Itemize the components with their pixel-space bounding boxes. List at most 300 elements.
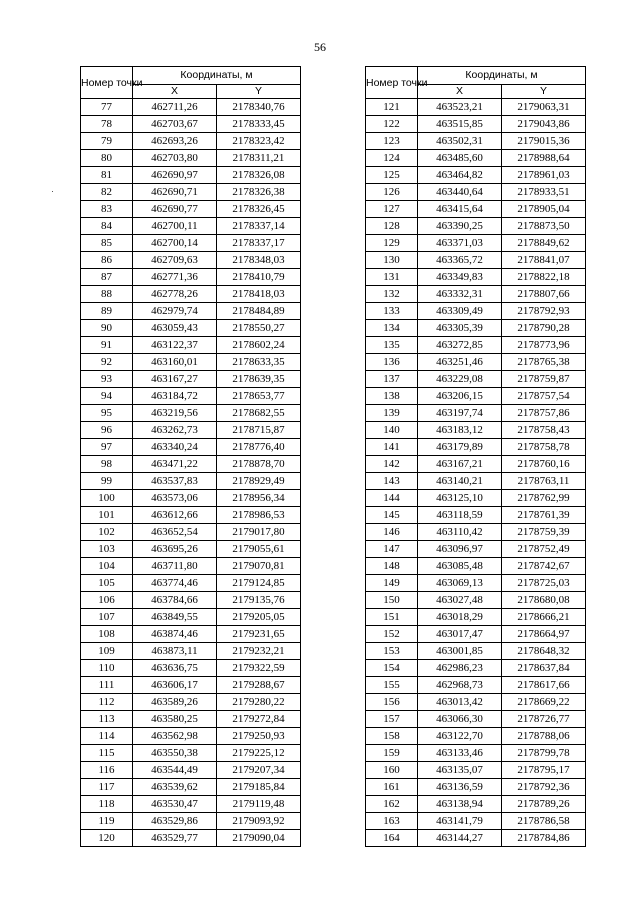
y-coordinate-cell: 2178873,50 — [502, 218, 586, 235]
y-coordinate-cell: 2178792,36 — [502, 779, 586, 796]
y-coordinate-cell: 2178786,58 — [502, 813, 586, 830]
x-coordinate-cell: 463059,43 — [133, 320, 217, 337]
point-number-cell: 129 — [366, 235, 418, 252]
table-row — [366, 711, 586, 728]
point-number-cell: 138 — [366, 388, 418, 405]
point-number-cell: 89 — [81, 303, 133, 320]
y-coordinate-cell: 2178669,22 — [502, 694, 586, 711]
table-row — [81, 524, 301, 541]
y-coordinate-cell: 2178759,87 — [502, 371, 586, 388]
x-coordinate-cell: 463471,22 — [133, 456, 217, 473]
point-number-cell: 157 — [366, 711, 418, 728]
point-number-cell: 95 — [81, 405, 133, 422]
table-row — [81, 269, 301, 286]
point-number-cell: 141 — [366, 439, 418, 456]
point-number-cell: 131 — [366, 269, 418, 286]
y-coordinate-cell: 2178807,66 — [502, 286, 586, 303]
table-row — [81, 320, 301, 337]
x-coordinate-cell: 463140,21 — [418, 473, 502, 490]
point-number-cell: 88 — [81, 286, 133, 303]
table-row — [366, 150, 586, 167]
table-row — [81, 167, 301, 184]
x-coordinate-cell: 463135,07 — [418, 762, 502, 779]
point-number-cell: 97 — [81, 439, 133, 456]
x-coordinate-cell: 463440,64 — [418, 184, 502, 201]
x-coordinate-cell: 463122,70 — [418, 728, 502, 745]
table-row — [366, 575, 586, 592]
point-number-cell: 108 — [81, 626, 133, 643]
x-coordinate-cell: 463184,72 — [133, 388, 217, 405]
table-row — [366, 286, 586, 303]
table-body-right — [366, 99, 586, 847]
point-number-cell: 152 — [366, 626, 418, 643]
point-number-cell: 163 — [366, 813, 418, 830]
point-number-cell: 83 — [81, 201, 133, 218]
y-coordinate-cell: 2178337,17 — [217, 235, 301, 252]
y-coordinate-cell: 2178956,34 — [217, 490, 301, 507]
y-coordinate-cell: 2179205,05 — [217, 609, 301, 626]
point-number-cell: 85 — [81, 235, 133, 252]
x-coordinate-cell: 462700,11 — [133, 218, 217, 235]
point-number-cell: 90 — [81, 320, 133, 337]
x-coordinate-cell: 463340,24 — [133, 439, 217, 456]
point-number-cell: 137 — [366, 371, 418, 388]
x-coordinate-cell: 463774,46 — [133, 575, 217, 592]
x-coordinate-cell: 463589,26 — [133, 694, 217, 711]
point-number-cell: 111 — [81, 677, 133, 694]
point-number-cell: 126 — [366, 184, 418, 201]
point-number-cell: 161 — [366, 779, 418, 796]
x-coordinate-cell: 463066,30 — [418, 711, 502, 728]
y-coordinate-cell: 2179232,21 — [217, 643, 301, 660]
table-row — [366, 779, 586, 796]
x-coordinate-cell: 463485,60 — [418, 150, 502, 167]
x-coordinate-cell: 462690,71 — [133, 184, 217, 201]
point-number-cell: 146 — [366, 524, 418, 541]
point-number-cell: 128 — [366, 218, 418, 235]
y-coordinate-cell: 2178326,45 — [217, 201, 301, 218]
y-coordinate-cell: 2179322,59 — [217, 660, 301, 677]
point-number-cell: 151 — [366, 609, 418, 626]
table-row — [366, 490, 586, 507]
table-row — [81, 711, 301, 728]
point-number-cell: 134 — [366, 320, 418, 337]
table-row — [81, 643, 301, 660]
y-coordinate-cell: 2179063,31 — [502, 99, 586, 116]
point-number-cell: 109 — [81, 643, 133, 660]
x-coordinate-cell: 463365,72 — [418, 252, 502, 269]
point-number-cell: 92 — [81, 354, 133, 371]
y-coordinate-cell: 2178822,18 — [502, 269, 586, 286]
point-number-cell: 120 — [81, 830, 133, 847]
y-coordinate-cell: 2178788,06 — [502, 728, 586, 745]
table-row — [366, 830, 586, 847]
table-row — [366, 337, 586, 354]
point-number-cell: 117 — [81, 779, 133, 796]
x-coordinate-cell: 462690,77 — [133, 201, 217, 218]
table-row — [81, 133, 301, 150]
y-coordinate-cell: 2178878,70 — [217, 456, 301, 473]
coordinates-table-left — [80, 66, 301, 847]
y-coordinate-cell: 2179272,84 — [217, 711, 301, 728]
y-coordinate-cell: 2178715,87 — [217, 422, 301, 439]
x-coordinate-cell: 463390,25 — [418, 218, 502, 235]
point-number-cell: 154 — [366, 660, 418, 677]
table-row — [81, 371, 301, 388]
table-row — [366, 133, 586, 150]
x-coordinate-cell: 463110,42 — [418, 524, 502, 541]
y-coordinate-cell: 2179185,84 — [217, 779, 301, 796]
table-row — [366, 252, 586, 269]
table-row — [366, 745, 586, 762]
y-coordinate-cell: 2178326,38 — [217, 184, 301, 201]
x-coordinate-cell: 463251,46 — [418, 354, 502, 371]
point-number-cell: 79 — [81, 133, 133, 150]
page-number: 56 — [314, 40, 326, 54]
x-coordinate-cell: 463138,94 — [418, 796, 502, 813]
point-number-cell: 122 — [366, 116, 418, 133]
table-row — [81, 626, 301, 643]
y-coordinate-cell: 2178311,21 — [217, 150, 301, 167]
x-coordinate-cell: 463332,31 — [418, 286, 502, 303]
y-coordinate-cell: 2178789,26 — [502, 796, 586, 813]
table-row — [366, 184, 586, 201]
table-row — [81, 116, 301, 133]
table-row — [81, 677, 301, 694]
point-number-cell: 124 — [366, 150, 418, 167]
x-coordinate-cell: 463183,12 — [418, 422, 502, 439]
x-coordinate-cell: 463544,49 — [133, 762, 217, 779]
table-row — [81, 456, 301, 473]
point-number-cell: 143 — [366, 473, 418, 490]
y-coordinate-cell: 2178550,27 — [217, 320, 301, 337]
y-coordinate-cell: 2178905,04 — [502, 201, 586, 218]
x-coordinate-cell: 463197,74 — [418, 405, 502, 422]
point-number-cell: 116 — [81, 762, 133, 779]
x-coordinate-cell: 462709,63 — [133, 252, 217, 269]
y-coordinate-cell: 2178988,64 — [502, 150, 586, 167]
table-row — [81, 388, 301, 405]
table-row — [81, 558, 301, 575]
x-coordinate-cell: 462690,97 — [133, 167, 217, 184]
x-coordinate-cell: 463160,01 — [133, 354, 217, 371]
table-row — [366, 728, 586, 745]
x-coordinate-cell: 463085,48 — [418, 558, 502, 575]
point-number-cell: 77 — [81, 99, 133, 116]
table-row — [81, 184, 301, 201]
x-coordinate-cell: 463523,21 — [418, 99, 502, 116]
y-coordinate-cell: 2178326,08 — [217, 167, 301, 184]
table-row — [366, 388, 586, 405]
table-row — [366, 626, 586, 643]
point-number-cell: 106 — [81, 592, 133, 609]
x-coordinate-cell: 463784,66 — [133, 592, 217, 609]
x-coordinate-cell: 462968,73 — [418, 677, 502, 694]
table-row — [81, 422, 301, 439]
point-number-cell: 96 — [81, 422, 133, 439]
y-coordinate-cell: 2178773,96 — [502, 337, 586, 354]
y-coordinate-cell: 2178648,32 — [502, 643, 586, 660]
x-coordinate-cell: 463874,46 — [133, 626, 217, 643]
x-coordinate-cell: 462771,36 — [133, 269, 217, 286]
table-row — [81, 201, 301, 218]
point-number-header: Номер точки — [81, 67, 133, 99]
stray-mark — [52, 191, 53, 192]
table-row — [81, 541, 301, 558]
x-coordinate-cell: 463206,15 — [418, 388, 502, 405]
point-number-cell: 135 — [366, 337, 418, 354]
x-coordinate-cell: 463849,55 — [133, 609, 217, 626]
point-number-cell: 94 — [81, 388, 133, 405]
y-coordinate-cell: 2178758,78 — [502, 439, 586, 456]
y-coordinate-cell: 2178633,35 — [217, 354, 301, 371]
y-coordinate-cell: 2178664,97 — [502, 626, 586, 643]
x-coordinate-cell: 463125,10 — [418, 490, 502, 507]
x-coordinate-cell: 463873,11 — [133, 643, 217, 660]
y-coordinate-cell: 2178418,03 — [217, 286, 301, 303]
point-number-cell: 162 — [366, 796, 418, 813]
point-number-cell: 118 — [81, 796, 133, 813]
x-coordinate-cell: 463144,27 — [418, 830, 502, 847]
y-coordinate-cell: 2178799,78 — [502, 745, 586, 762]
point-number-cell: 102 — [81, 524, 133, 541]
point-number-cell: 114 — [81, 728, 133, 745]
y-coordinate-cell: 2178742,67 — [502, 558, 586, 575]
point-number-cell: 127 — [366, 201, 418, 218]
y-coordinate-cell: 2179225,12 — [217, 745, 301, 762]
table-row — [81, 337, 301, 354]
table-row — [366, 167, 586, 184]
table-row — [81, 609, 301, 626]
y-coordinate-cell: 2178666,21 — [502, 609, 586, 626]
table-row — [366, 269, 586, 286]
y-coordinate-cell: 2178763,11 — [502, 473, 586, 490]
point-number-cell: 115 — [81, 745, 133, 762]
y-coordinate-cell: 2178725,03 — [502, 575, 586, 592]
x-coordinate-cell: 462979,74 — [133, 303, 217, 320]
y-coordinate-cell: 2178758,43 — [502, 422, 586, 439]
x-coordinate-cell: 463069,13 — [418, 575, 502, 592]
point-number-cell: 150 — [366, 592, 418, 609]
y-coordinate-cell: 2178726,77 — [502, 711, 586, 728]
y-coordinate-cell: 2178762,99 — [502, 490, 586, 507]
point-number-cell: 101 — [81, 507, 133, 524]
table-body-left — [81, 99, 301, 847]
point-number-cell: 98 — [81, 456, 133, 473]
table-row — [366, 796, 586, 813]
y-coordinate-cell: 2178849,62 — [502, 235, 586, 252]
y-coordinate-cell: 2178653,77 — [217, 388, 301, 405]
point-number-cell: 149 — [366, 575, 418, 592]
x-coordinate-cell: 463550,38 — [133, 745, 217, 762]
table-row — [81, 592, 301, 609]
y-coordinate-cell: 2178752,49 — [502, 541, 586, 558]
x-coordinate-cell: 463136,59 — [418, 779, 502, 796]
y-coordinate-cell: 2178841,07 — [502, 252, 586, 269]
point-number-cell: 123 — [366, 133, 418, 150]
y-coordinate-cell: 2178484,89 — [217, 303, 301, 320]
y-coordinate-cell: 2178765,38 — [502, 354, 586, 371]
x-coordinate-cell: 463229,08 — [418, 371, 502, 388]
x-coordinate-cell: 463349,83 — [418, 269, 502, 286]
table-row — [81, 218, 301, 235]
x-coordinate-cell: 463141,79 — [418, 813, 502, 830]
point-number-cell: 100 — [81, 490, 133, 507]
table-row — [81, 439, 301, 456]
table-row — [81, 830, 301, 847]
point-number-cell: 81 — [81, 167, 133, 184]
y-coordinate-cell: 2178792,93 — [502, 303, 586, 320]
point-number-cell: 105 — [81, 575, 133, 592]
y-coordinate-cell: 2179055,61 — [217, 541, 301, 558]
x-coordinate-cell: 462711,26 — [133, 99, 217, 116]
point-number-cell: 110 — [81, 660, 133, 677]
x-coordinate-cell: 463309,49 — [418, 303, 502, 320]
point-number-cell: 145 — [366, 507, 418, 524]
y-coordinate-cell: 2178986,53 — [217, 507, 301, 524]
table-row — [81, 286, 301, 303]
point-number-cell: 153 — [366, 643, 418, 660]
y-coordinate-cell: 2178333,45 — [217, 116, 301, 133]
point-number-cell: 84 — [81, 218, 133, 235]
y-coordinate-cell: 2178348,03 — [217, 252, 301, 269]
y-coordinate-cell: 2178790,28 — [502, 320, 586, 337]
x-coordinate-cell: 463122,37 — [133, 337, 217, 354]
x-coordinate-cell: 462986,23 — [418, 660, 502, 677]
y-coordinate-cell: 2179090,04 — [217, 830, 301, 847]
point-number-cell: 159 — [366, 745, 418, 762]
table-row — [366, 201, 586, 218]
table-row — [81, 660, 301, 677]
point-number-cell: 132 — [366, 286, 418, 303]
table-row — [81, 473, 301, 490]
y-coordinate-cell: 2178929,49 — [217, 473, 301, 490]
x-coordinate-cell: 463096,97 — [418, 541, 502, 558]
x-coordinate-cell: 463502,31 — [418, 133, 502, 150]
table-row — [366, 473, 586, 490]
x-coordinate-cell: 463606,17 — [133, 677, 217, 694]
point-number-cell: 125 — [366, 167, 418, 184]
point-number-cell: 144 — [366, 490, 418, 507]
table-row — [366, 694, 586, 711]
table-row — [81, 490, 301, 507]
point-number-cell: 78 — [81, 116, 133, 133]
table-row — [81, 762, 301, 779]
x-coordinate-cell: 463636,75 — [133, 660, 217, 677]
y-coordinate-cell: 2179231,65 — [217, 626, 301, 643]
point-number-cell: 87 — [81, 269, 133, 286]
table-row — [366, 405, 586, 422]
coordinates-header: Координаты, м — [418, 67, 586, 85]
table-row — [366, 99, 586, 116]
y-coordinate-cell: 2178933,51 — [502, 184, 586, 201]
x-coordinate-cell: 463262,73 — [133, 422, 217, 439]
y-coordinate-cell: 2179119,48 — [217, 796, 301, 813]
table-row — [81, 728, 301, 745]
x-coordinate-cell: 463013,42 — [418, 694, 502, 711]
y-coordinate-cell: 2178682,55 — [217, 405, 301, 422]
point-number-cell: 80 — [81, 150, 133, 167]
y-coordinate-cell: 2178961,03 — [502, 167, 586, 184]
table-row — [81, 235, 301, 252]
x-coordinate-cell: 463167,27 — [133, 371, 217, 388]
x-coordinate-cell: 463711,80 — [133, 558, 217, 575]
x-coordinate-cell: 462778,26 — [133, 286, 217, 303]
table-row — [366, 643, 586, 660]
point-number-cell: 112 — [81, 694, 133, 711]
y-coordinate-cell: 2178795,17 — [502, 762, 586, 779]
x-coordinate-cell: 463562,98 — [133, 728, 217, 745]
y-coordinate-cell: 2179043,86 — [502, 116, 586, 133]
x-coordinate-cell: 463167,21 — [418, 456, 502, 473]
table-row — [81, 796, 301, 813]
y-coordinate-cell: 2178757,54 — [502, 388, 586, 405]
point-number-cell: 93 — [81, 371, 133, 388]
table-row — [366, 371, 586, 388]
x-coordinate-cell: 463695,26 — [133, 541, 217, 558]
y-coordinate-cell: 2178759,39 — [502, 524, 586, 541]
table-row — [366, 354, 586, 371]
table-row — [366, 558, 586, 575]
table-row — [81, 405, 301, 422]
x-coordinate-cell: 463539,62 — [133, 779, 217, 796]
x-header: X — [418, 85, 502, 99]
x-coordinate-cell: 463530,47 — [133, 796, 217, 813]
x-coordinate-cell: 462693,26 — [133, 133, 217, 150]
table-row — [366, 592, 586, 609]
table-row — [366, 813, 586, 830]
y-coordinate-cell: 2179070,81 — [217, 558, 301, 575]
table-row — [366, 235, 586, 252]
coordinates-table-right — [365, 66, 586, 847]
x-coordinate-cell: 463529,77 — [133, 830, 217, 847]
table-row — [81, 354, 301, 371]
y-coordinate-cell: 2178639,35 — [217, 371, 301, 388]
x-coordinate-cell: 463652,54 — [133, 524, 217, 541]
x-coordinate-cell: 462703,67 — [133, 116, 217, 133]
table-row — [81, 99, 301, 116]
y-coordinate-cell: 2178637,84 — [502, 660, 586, 677]
table-row — [81, 303, 301, 320]
y-coordinate-cell: 2179288,67 — [217, 677, 301, 694]
point-number-cell: 91 — [81, 337, 133, 354]
y-coordinate-cell: 2178680,08 — [502, 592, 586, 609]
point-number-cell: 86 — [81, 252, 133, 269]
table-row — [81, 150, 301, 167]
y-coordinate-cell: 2178410,79 — [217, 269, 301, 286]
y-coordinate-cell: 2178337,14 — [217, 218, 301, 235]
table-row — [366, 303, 586, 320]
point-number-cell: 158 — [366, 728, 418, 745]
x-coordinate-cell: 463018,29 — [418, 609, 502, 626]
y-coordinate-cell: 2179250,93 — [217, 728, 301, 745]
x-coordinate-cell: 463415,64 — [418, 201, 502, 218]
x-coordinate-cell: 463001,85 — [418, 643, 502, 660]
y-coordinate-cell: 2179207,34 — [217, 762, 301, 779]
x-coordinate-cell: 463179,89 — [418, 439, 502, 456]
x-coordinate-cell: 463515,85 — [418, 116, 502, 133]
point-number-cell: 103 — [81, 541, 133, 558]
table-row — [366, 677, 586, 694]
x-coordinate-cell: 463133,46 — [418, 745, 502, 762]
table-row — [366, 439, 586, 456]
table-row — [366, 320, 586, 337]
point-number-cell: 136 — [366, 354, 418, 371]
x-coordinate-cell: 463464,82 — [418, 167, 502, 184]
table-row — [81, 745, 301, 762]
point-number-cell: 119 — [81, 813, 133, 830]
table-row — [366, 524, 586, 541]
